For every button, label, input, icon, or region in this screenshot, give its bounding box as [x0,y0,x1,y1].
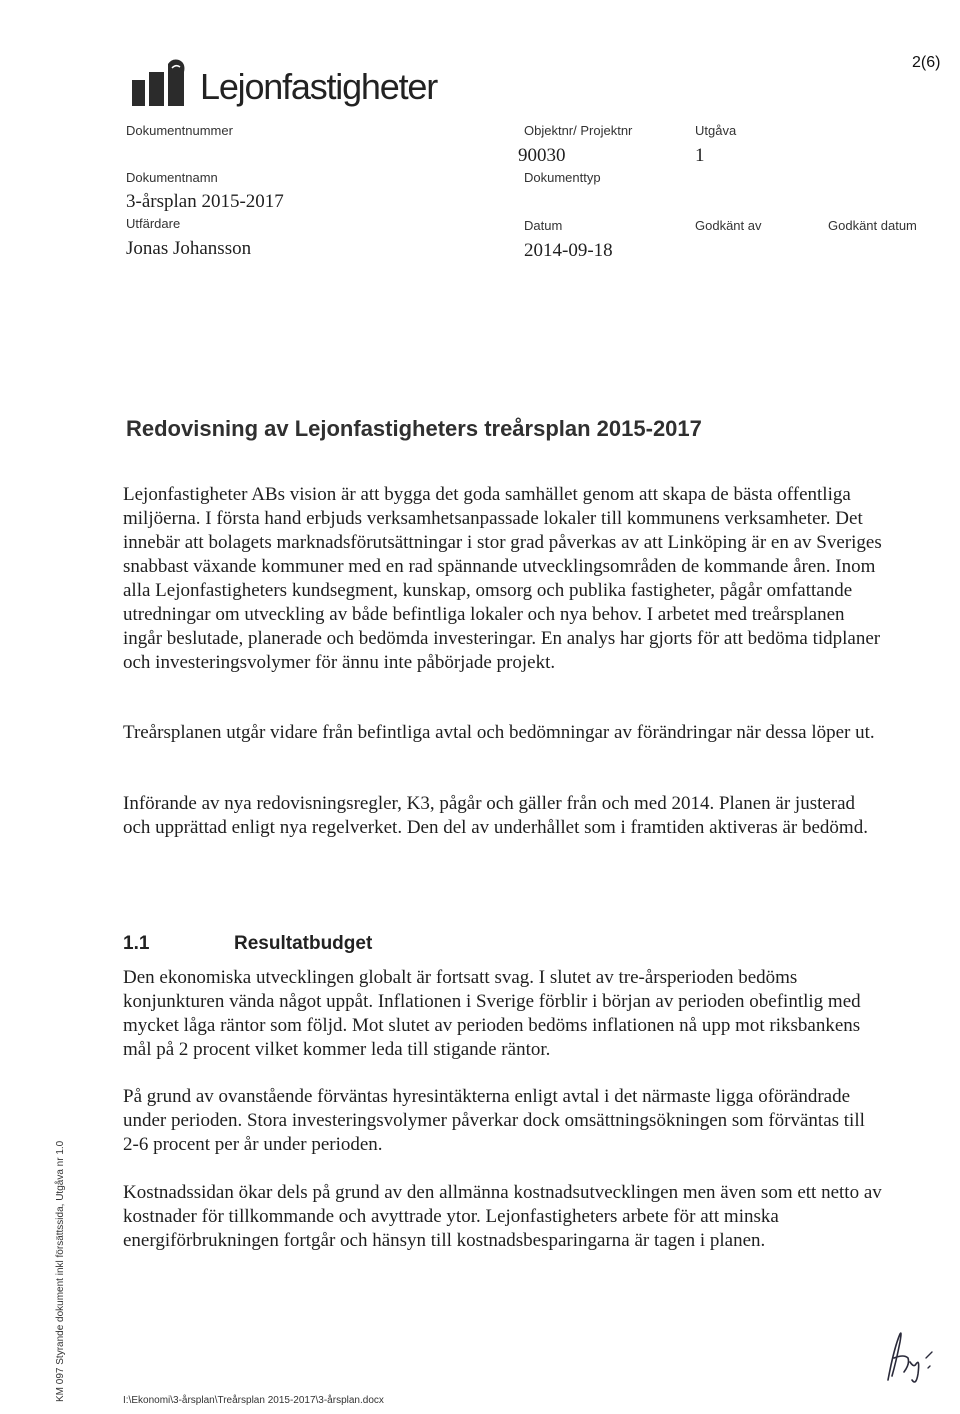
paragraph-vision: Lejonfastigheter ABs vision är att bygga det goda samhället genom att skapa de bästa offentliga miljöerna. I första hand erbjuds verksamhetsanpassade lokaler till kommunens verksamheter. Det innebär att bolagets marknadsförutsättningar i stor grad påverkas av att Linköping är en av Sveriges snabbast växande kommuner med en rad spännande utvecklingsområden de kommande åren. Inom alla Lejonfastigheters kundsegment, kunskap, omsorg och publika fastigheter, pågår omfattande utredningar om utveckling av både befintliga lokaler och nya behov. I arbetet med treårsplanen ingår beslutade, planerade och bedömda investeringar. En analys har gjorts för att bedöma tidplaner och investeringsvolymer för ännu inte påbörjade projekt. [123,484,882,673]
object-number-value: 90030 [518,145,566,166]
company-logo-text: Lejonfastigheter [200,66,437,107]
document-name-value: 3-årsplan 2015-2017 [126,191,284,212]
date-value: 2014-09-18 [524,240,613,261]
issuer-value: Jonas Johansson [126,238,252,259]
paragraph-economy: Den ekonomiska utvecklingen globalt är fortsatt svag. I slutet av tre-årsperioden bedöms konjunkturen vända något uppåt. Inflationen i Sverige förblir i början av perioden obefintlig med mycket låga räntor som följd. Mot slutet av perioden bedöms inflationen nå upp mot riksbankens mål på 2 procent vilket kommer leda till stigande räntor. [123,967,861,1060]
page-number: 2(6) [912,54,941,71]
section-title: Resultatbudget [234,933,373,954]
paragraph-agreements: Treårsplanen utgår vidare från befintliga avtal och bedömningar av förändringar när dessa löper ut. [123,722,875,743]
footer-file-path: I:\Ekonomi\3-årsplan\Treårsplan 2015-2017\3-årsplan.docx [123,1395,384,1406]
section-number: 1.1 [123,933,150,954]
document-name-label: Dokumentnamn [126,170,218,185]
edition-label: Utgåva [695,123,737,138]
lion-logo-icon [132,58,188,106]
approved-date-label: Godkänt datum [828,218,917,233]
object-number-label: Objektnr/ Projektnr [524,123,633,138]
date-label: Datum [524,218,563,233]
edition-value: 1 [695,145,705,166]
approved-by-label: Godkänt av [695,218,762,233]
document-type-label: Dokumenttyp [524,170,601,185]
paragraph-revenue: På grund av ovanstående förväntas hyresintäkterna enligt avtal i det närmaste ligga oförändrade under perioden. Stora investeringsvolymer påverkar dock omsättningsökningen som förväntas till 2-6 procent per år under perioden. [123,1086,865,1155]
paragraph-k3: Införande av nya redovisningsregler, K3, pågår och gäller från och med 2014. Planen är justerad och upprättad enligt nya regelverket. Den del av underhållet som i framtiden aktiveras är bedömd. [123,793,868,838]
issuer-label: Utfärdare [126,216,181,231]
paragraph-costs: Kostnadssidan ökar dels på grund av den allmänna kostnadsutvecklingen men även som ett netto av kostnader för tillkommande och avyttrade ytor. Lejonfastigheters arbete för att minska energiförbrukningen fortgår och hänsyn till kostnadsbesparingarna är tagen i planen. [123,1182,882,1251]
document-number-label: Dokumentnummer [126,123,233,138]
document-title: Redovisning av Lejonfastigheters treårsplan 2015-2017 [126,416,702,441]
side-margin-note: KM 097 Styrande dokument inkl försättssida, Utgåva nr 1.0 [55,1140,66,1402]
signature-mark [880,1328,940,1388]
